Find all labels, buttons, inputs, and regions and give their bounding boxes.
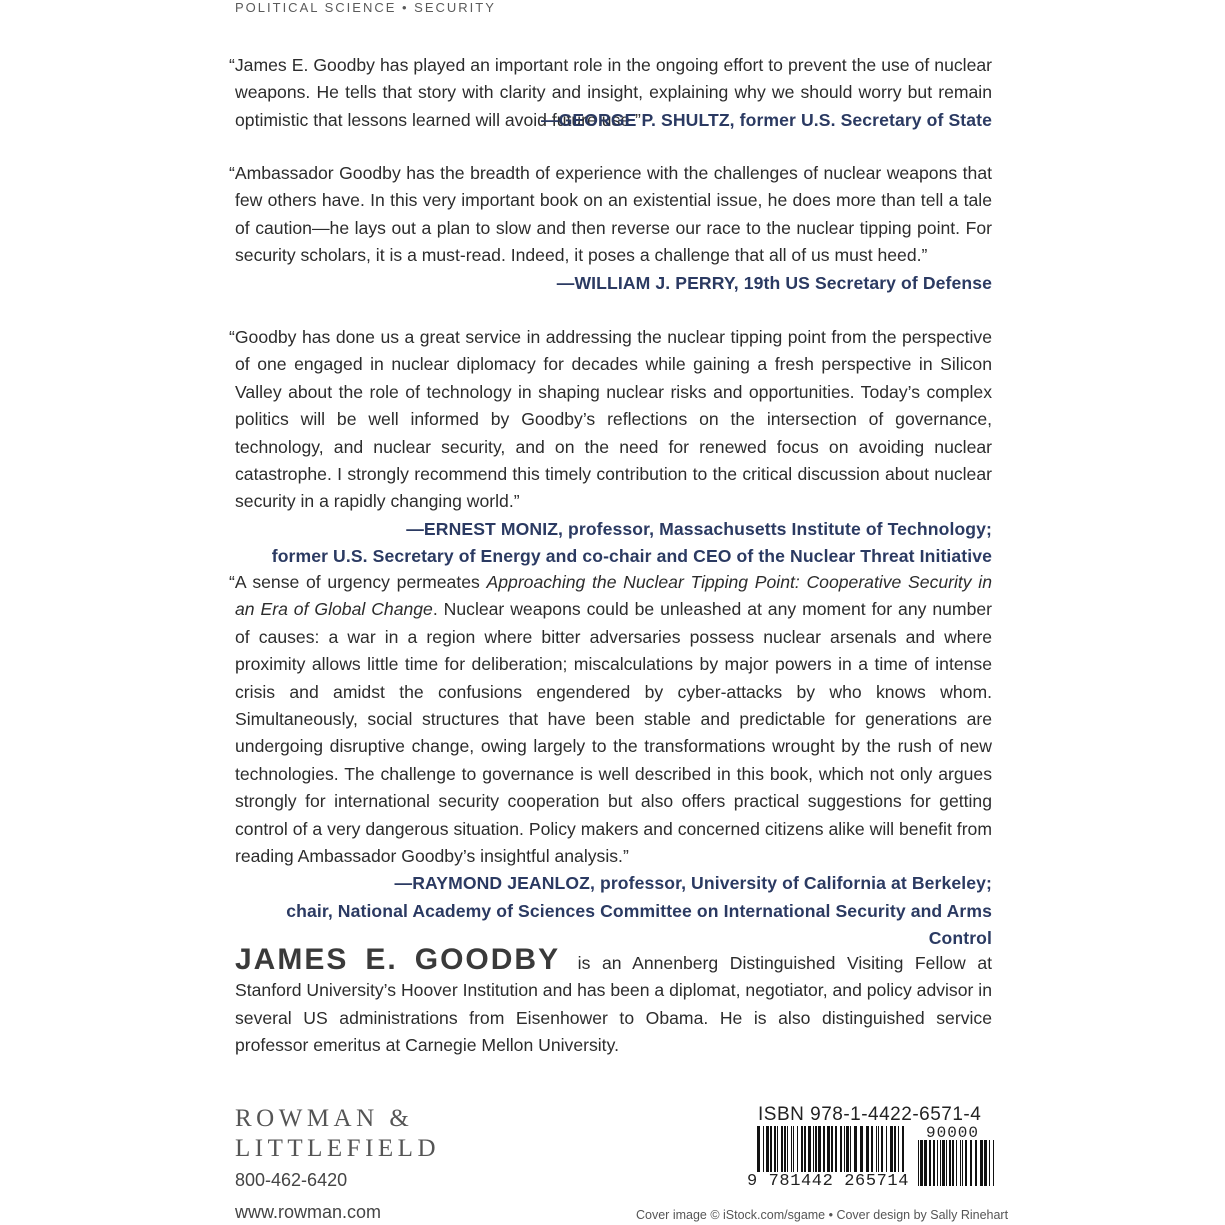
publisher-logo-line2: LITTLEFIELD	[235, 1135, 441, 1162]
barcode-addon-icon	[918, 1140, 994, 1186]
barcode-bar	[929, 1140, 931, 1186]
blurb-attribution: —WILLIAM J. PERRY, 19th US Secretary of Defense	[556, 272, 992, 293]
author-name: JAMES E. GOODBY	[235, 943, 561, 976]
isbn-label: ISBN 978-1-4422-6571-4	[758, 1104, 982, 1125]
barcode-bar	[980, 1140, 983, 1186]
blurb-shultz	[229, 52, 992, 134]
barcode-bar	[920, 1140, 923, 1186]
publisher-logo-line1: ROWMAN &	[235, 1105, 414, 1132]
publisher-logo	[235, 1104, 440, 1164]
category-label: POLITICAL SCIENCE • SECURITY	[235, 0, 496, 15]
barcode-price-code: 90000	[926, 1124, 980, 1142]
blurb-quote: “James E. Goodby has played an important role in the ongoing effort to prevent the use of nuclear weapons. He tells that story with clarity and insight, explaining why we should worry but remain optimistic that lessons learned will avoid future use.”	[229, 55, 992, 130]
barcode-bar	[984, 1140, 987, 1186]
blurb-moniz	[229, 324, 992, 571]
barcode-bar	[924, 1140, 927, 1186]
blurb-jeanloz	[229, 569, 993, 953]
barcode-bar	[993, 1140, 994, 1186]
publisher-phone: 800-462-6420	[235, 1170, 348, 1190]
barcode-bar	[918, 1140, 919, 1186]
blurb-perry	[229, 160, 992, 297]
barcode-bar	[933, 1140, 935, 1186]
blurb-attribution-line2: chair, National Academy of Sciences Committee on International Security and Arms Control	[286, 900, 992, 949]
barcode-bar	[960, 1140, 961, 1186]
book-title: Approaching the Nuclear Tipping Point: Cooperative Security in an Era of Global Change	[235, 572, 993, 620]
barcode-bar	[962, 1140, 963, 1186]
barcode-bar	[937, 1140, 938, 1186]
blurb-attribution: —GEORGE P. SHULTZ, former U.S. Secretary of State	[540, 109, 992, 130]
publisher-website: www.rowman.com	[235, 1202, 382, 1222]
barcode-bar	[952, 1140, 954, 1186]
blurb-quote-rest: . Nuclear weapons could be unleashed at any moment for any number of causes: a war in a region where bitter adversaries possess nuclear arsenals and where proximity allows little time for deliberation; miscalculations by major powers in a time of intense crisis and amidst the confusions engendered by cyber-attacks by who knows whom. Simultaneously, social structures that have been stable and predictable for generations are undergoing disruptive change, owing largely to the transformations wrought by the rush of new technologies. The challenge to governance is well described in this book, which not only argues strongly for international security cooperation but also offers practical suggestions for getting control of a very dangerous situation. Policy makers and concerned citizens alike will benefit from reading Ambassador Goodby’s insightful analysis.”	[235, 599, 992, 867]
barcode-bar	[942, 1140, 945, 1186]
author-bio	[235, 943, 993, 1060]
blurb-quote: “Ambassador Goodby has the breadth of experience with the challenges of nuclear weapons that few others have. In this very important book on an existential issue, he does more than tell a tale of caution—he lays out a plan to slow and then reverse our race to the nuclear tipping point. For security scholars, it is a must-read. Indeed, it poses a challenge that all of us must heed.”	[229, 163, 992, 266]
barcode-bar	[946, 1140, 947, 1186]
barcode-bar	[949, 1140, 951, 1186]
blurb-quote-start: “A sense of urgency permeates	[229, 572, 487, 592]
barcode-digits: 9 781442 265714	[747, 1172, 910, 1191]
barcode-bar	[970, 1140, 972, 1186]
cover-credit: Cover image © iStock.com/sgame • Cover design by Sally Rinehart	[636, 1208, 1009, 1222]
barcode-bar	[956, 1140, 957, 1186]
blurb-attribution-line1: —RAYMOND JEANLOZ, professor, University of California at Berkeley;	[394, 873, 992, 894]
blurb-attribution-line2: former U.S. Secretary of Energy and co-chair and CEO of the Nuclear Threat Initiative	[271, 546, 992, 567]
blurb-quote: “Goodby has done us a great service in addressing the nuclear tipping point from the perspective of one engaged in nuclear diplomacy for decades while gaining a fresh perspective in Silicon Valley about the role of technology in shaping nuclear risks and opportunities. Today’s complex politics will be well informed by Goodby’s reflections on the intersection of governance, technology, and nuclear security, and on the need for renewed focus on avoiding nuclear catastrophe. I strongly recommend this timely contribution to the critical discussion about nuclear security in a rapidly changing world.”	[229, 327, 992, 512]
barcode-bar	[989, 1140, 990, 1186]
barcode-bar	[940, 1140, 941, 1186]
barcode-bar	[965, 1140, 967, 1186]
barcode-bar	[975, 1140, 977, 1186]
blurb-quote	[229, 569, 993, 870]
blurb-attribution-line1: —ERNEST MONIZ, professor, Massachusetts Institute of Technology;	[406, 518, 992, 539]
author-bio-text: is an Annenberg Distinguished Visiting Fellow at Stanford University’s Hoover Institution and has been a diplomat, negotiator, and policy advisor in several US administrations from Eisenhower to Obama. He is also distinguished service professor emeritus at Carnegie Mellon University.	[235, 953, 993, 1056]
